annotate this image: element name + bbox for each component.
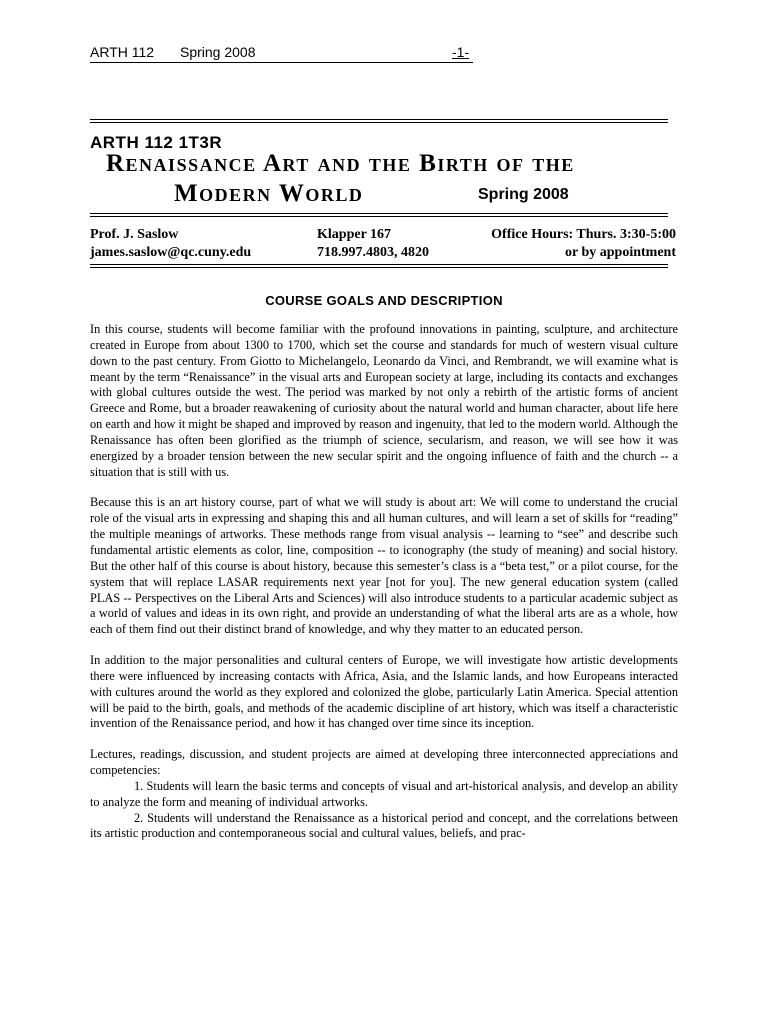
header-page-number: -1- <box>452 44 470 60</box>
paragraph: Lectures, readings, discussion, and student projects are aimed at developing three interconnected appreciations and competencies: <box>90 747 678 778</box>
list-item: 2. Students will understand the Renaissance as a historical period and concept, and the correlations between its artistic production and contemporaneous social and cultural values, beliefs, and prac- <box>90 810 678 841</box>
appointment-note: or by appointment <box>565 245 676 260</box>
paragraph: In addition to the major personalities and cultural centers of Europe, we will investigate how artistic developments there were influenced by increasing contacts with Africa, Asia, and the Islamic lands, and how Europeans interacted with cultures around the world as they explored and colonized the globe, particularly Latin America. Special attention will be paid to the birth, goals, and methods of the academic discipline of art history, which was itself a characteristic invention of the Renaissance period, and how it has changed over time since its inception. <box>90 653 678 731</box>
title-rule <box>90 213 668 217</box>
contact-rule <box>90 264 668 268</box>
header-underline <box>90 62 473 63</box>
instructor-email: james.saslow@qc.cuny.edu <box>90 245 252 260</box>
course-title-line2: Modern World <box>174 180 364 207</box>
course-code: ARTH 112 1T3R <box>90 133 223 152</box>
paragraph: In this course, students will become familiar with the profound innovations in painting, sculpture, and architecture created in Europe from about 1300 to 1700, which set the course and standards for much of western visual culture down to the past century. From Giotto to Michelangelo, Leonardo da Vinci, and Rembrandt, we will examine what is meant by the term “Renaissance” in the visual arts and European society at large, including its contacts and exchanges with global cultures outside the west. The period was marked by not only a rebirth of the artistic forms of ancient Greece and Rome, but a broader reawakening of curiosity about the natural world and human character, about life here on earth and how it might be shaped and improved by reason and ingenuity, that led to the modern world. Although the Renaissance has often been glorified as the triumph of science, secularism, and reason, we will see how it was energized by a broader tension between the new secular spirit and the ongoing influence of faith and the church -- a situation that is still with us. <box>90 322 678 479</box>
section-heading: COURSE GOALS AND DESCRIPTION <box>265 293 503 308</box>
header-course: ARTH 112 <box>90 44 155 60</box>
paragraph: Because this is an art history course, part of what we will study is about art: We will come to understand the crucial role of the visual arts in expressing and shaping this and all human cultures, and will learn a set of skills for “reading” the multiple meanings of artworks. These methods range from visual analysis -- learning to “see” and describe such fundamental artistic elements as color, line, composition -- to iconography (the study of meaning) and social history. But the other half of this course is about history, because this semester’s class is a “beta test,” or a pilot course, for the system that will replace LASAR requirements next year [not for you]. The new general education system (called PLAS -- Perspectives on the Liberal Arts and Sciences) will also introduce students to a particular academic subject as a world of values and ideas in its own right, and provide an understanding of what the liberal arts are as a whole, how each of them find out their distinct brand of knowledge, and why they matter to an educated person. <box>90 495 678 637</box>
course-title-line1: Renaissance Art and the Birth of the <box>106 150 575 177</box>
office-hours: Office Hours: Thurs. 3:30-5:00 <box>491 227 676 242</box>
office-location: Klapper 167 <box>317 227 392 242</box>
top-rule <box>90 119 668 123</box>
instructor-name: Prof. J. Saslow <box>90 227 179 242</box>
course-term: Spring 2008 <box>478 186 569 203</box>
body-text <box>90 322 678 842</box>
list-item: 1. Students will learn the basic terms and concepts of visual and art-historical analysis, and develop an ability to analyze the form and meaning of individual artworks. <box>90 778 678 809</box>
office-phone: 718.997.4803, 4820 <box>317 245 429 260</box>
header-term: Spring 2008 <box>180 44 256 60</box>
